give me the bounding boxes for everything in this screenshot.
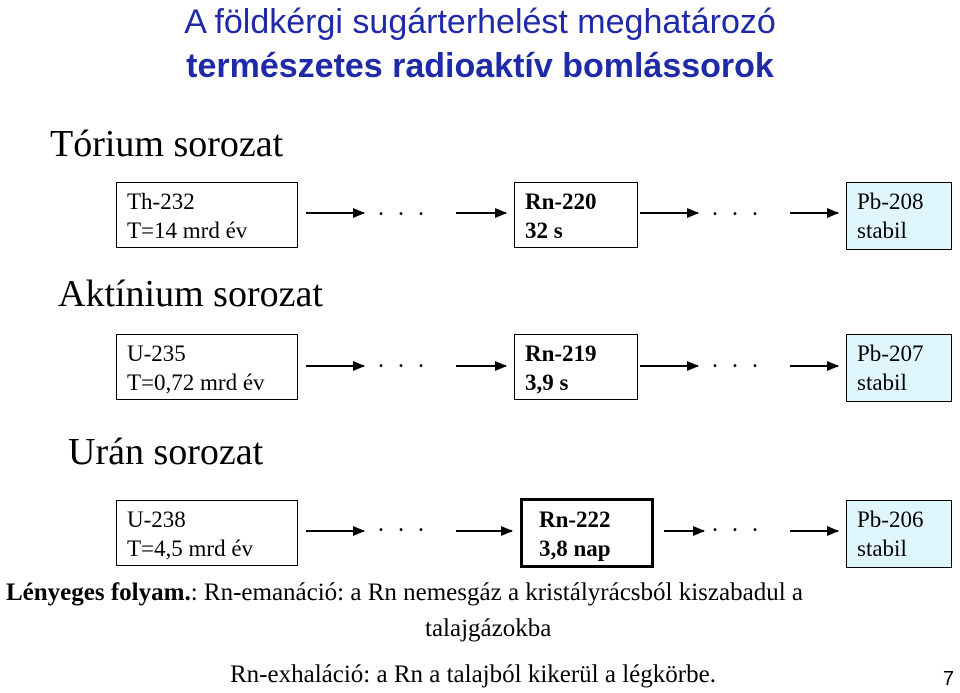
thorium-end-status: stabil <box>857 218 907 243</box>
thorium-radon-nuclide: Rn-220 <box>525 189 597 214</box>
decay-chain-ellipsis: . . . <box>712 195 762 221</box>
uranium-source-halflife: T=4,5 mrd év <box>127 536 254 561</box>
note-emanation: : Rn-emanáció: a Rn nemesgáz a kristályrácsból kiszabadul a <box>190 579 803 606</box>
title-line-2: természetes radioaktív bomlássorok <box>186 47 774 85</box>
uranium-radon-nuclide: Rn-222 <box>539 507 611 532</box>
thorium-end-nuclide: Pb-208 <box>857 189 924 214</box>
note-line-1 <box>6 578 803 608</box>
title-line-1: A földkérgi sugárterhelést meghatározó <box>184 3 776 41</box>
thorium-source-nuclide: Th-232 <box>127 189 195 214</box>
actinium-radon-nuclide: Rn-219 <box>525 341 597 366</box>
actinium-end-nuclide: Pb-207 <box>857 341 924 366</box>
uranium-end-status: stabil <box>857 536 907 561</box>
uranium-source-nuclide: U-238 <box>127 507 186 532</box>
decay-chain-ellipsis: . . . <box>378 195 428 221</box>
page-number: 7 <box>942 668 954 690</box>
thorium-series-heading: Tórium sorozat <box>50 123 284 165</box>
note-exhalation: Rn-exhaláció: a Rn a talajból kikerül a légkörbe. <box>230 661 716 688</box>
uranium-radon-halflife: 3,8 nap <box>539 536 611 561</box>
actinium-radon-halflife: 3,9 s <box>525 370 569 395</box>
uranium-series-heading: Urán sorozat <box>68 431 264 473</box>
actinium-source-nuclide: U-235 <box>127 341 186 366</box>
thorium-radon-halflife: 32 s <box>525 218 563 243</box>
thorium-source-halflife: T=14 mrd év <box>127 218 248 243</box>
decay-chain-ellipsis: . . . <box>712 347 762 373</box>
note-line-2: talajgázokba <box>425 615 552 642</box>
actinium-source-halflife: T=0,72 mrd év <box>127 370 265 395</box>
actinium-series-heading: Aktínium sorozat <box>58 273 323 315</box>
decay-chain-ellipsis: . . . <box>378 511 428 537</box>
note-bold-label: Lényeges folyam. <box>6 579 191 606</box>
actinium-end-status: stabil <box>857 370 907 395</box>
decay-chain-ellipsis: . . . <box>712 511 762 537</box>
uranium-end-nuclide: Pb-206 <box>857 507 924 532</box>
decay-chain-ellipsis: . . . <box>378 347 428 373</box>
